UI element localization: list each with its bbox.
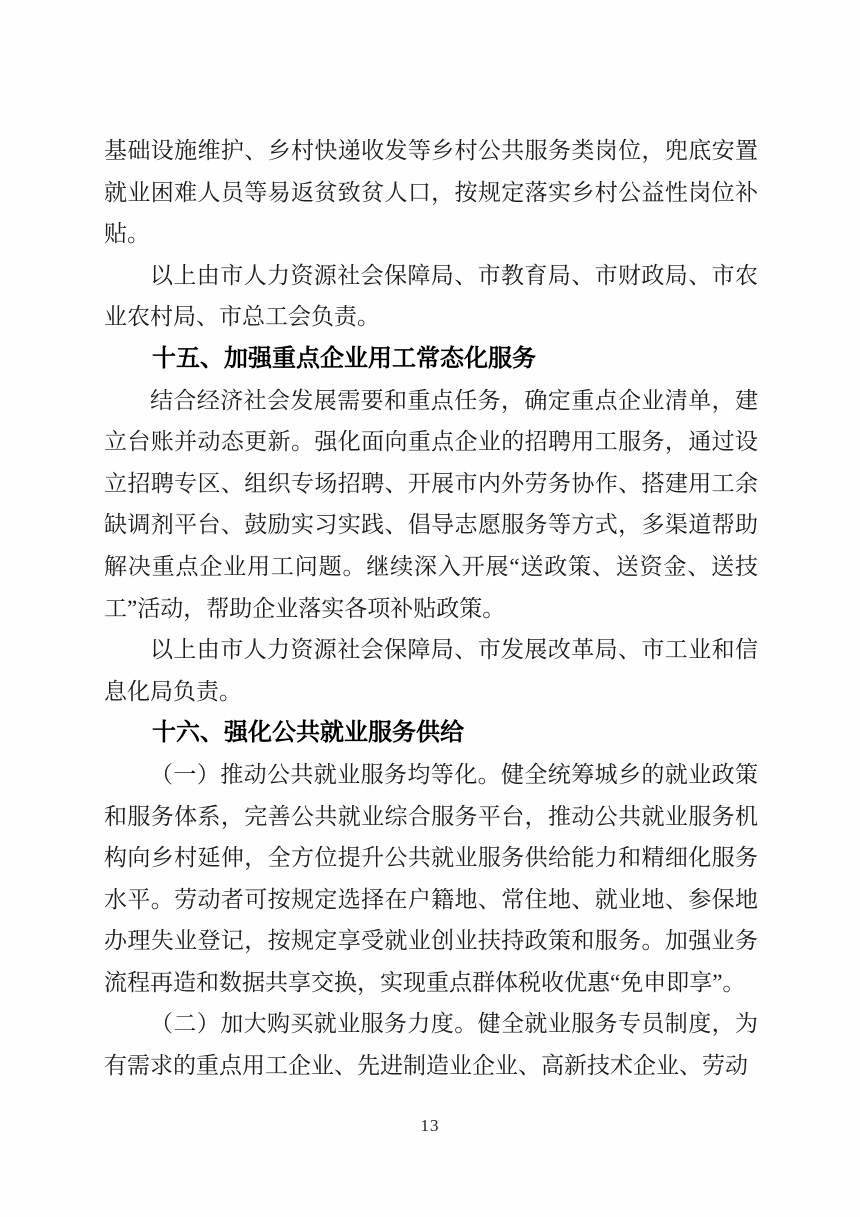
paragraph-section-16-item-2: （二）加大购买就业服务力度。健全就业服务专员制度，为有需求的重点用工企业、先进制造业企业、高新技术企业、劳动 [104, 1011, 758, 1079]
paragraph-responsibility-16: 以上由市人力资源社会保障局、市发展改革局、市工业和信息化局负责。 [104, 637, 758, 704]
paragraph-section-16-item-1: （一）推动公共就业服务均等化。健全统筹城乡的就业政策和服务体系，完善公共就业综合服务平台，推动公共就业服务机构向乡村延伸，全方位提升公共就业服务供给能力和精细化服务水平。劳动者可按规定选择在户籍地、常住地、就业地、参保地办理失业登记，按规定享受就业创业扶持政策和服务。加强业务流程再造和数据共享交换，实现重点群体税收优惠“免申即享”。 [104, 761, 758, 995]
paragraph-responsibility-15: 以上由市人力资源社会保障局、市教育局、市财政局、市农业农村局、市总工会负责。 [104, 262, 758, 330]
page-footer [0, 1116, 860, 1136]
document-body [104, 130, 758, 1087]
section-heading-16: 十六、强化公共就业服务供给 [152, 719, 464, 747]
page-number: 13 [420, 1116, 440, 1135]
section-heading-15: 十五、加强重点企业用工常态化服务 [152, 344, 536, 372]
paragraph-section-15-body: 结合经济社会发展需要和重点任务，确定重点企业清单，建立台账并动态更新。强化面向重点企业的招聘用工服务，通过设立招聘专区、组织专场招聘、开展市内外劳务协作、搭建用工余缺调剂平台、鼓励实习实践、倡导志愿服务等方式，多渠道帮助解决重点企业用工问题。继续深入开展“送政策、送资金、送技工”活动，帮助企业落实各项补贴政策。 [104, 387, 758, 621]
paragraph-continuation: 基础设施维护、乡村快递收发等乡村公共服务类岗位，兜底安置就业困难人员等易返贫致贫人口，按规定落实乡村公益性岗位补贴。 [104, 138, 758, 247]
